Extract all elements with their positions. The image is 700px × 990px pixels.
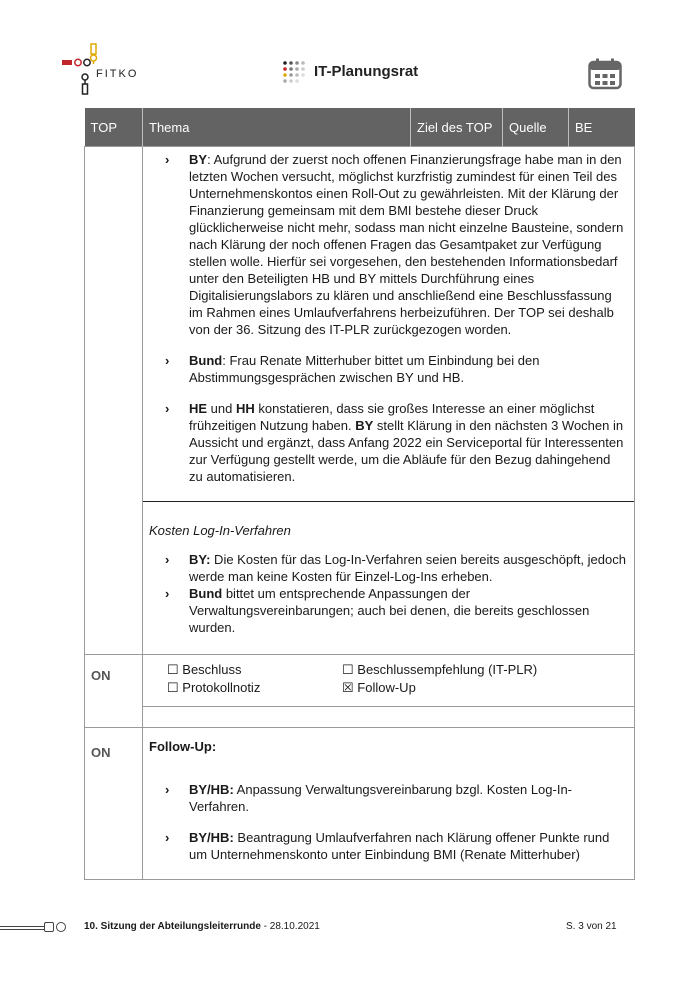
speaker-label: BY: [189, 152, 208, 167]
top-cell: ON: [85, 655, 143, 728]
footer-meeting: 10. Sitzung der Abteilungsleiterrunde: [84, 921, 261, 932]
fitko-logo-text: FITKO: [96, 68, 139, 80]
chevron-right-icon: ›: [165, 152, 170, 167]
page-number: S. 3 von 21: [566, 921, 617, 932]
column-header: Quelle: [503, 108, 569, 147]
chevron-right-icon: ›: [165, 353, 170, 368]
footer-decoration: [0, 929, 44, 930]
checkbox-label: Follow-Up: [357, 680, 416, 695]
speaker-label: BY/HB:: [189, 782, 234, 797]
checkbox-icon: ☐: [167, 680, 179, 695]
table-row: [85, 728, 635, 880]
checkbox-protokollnotiz[interactable]: [167, 679, 342, 696]
top-cell: ON: [85, 728, 143, 880]
list-item: [143, 585, 634, 636]
chevron-right-icon: ›: [165, 586, 170, 601]
list-item-text: konstatieren, dass sie großes Interesse an einer möglichst frühzeitigen Nutzung haben.: [189, 401, 595, 433]
table-row: [85, 147, 635, 655]
checkbox-label: Beschluss: [182, 662, 242, 677]
checkbox-label: Beschlussempfehlung (IT-PLR): [357, 662, 538, 677]
speaker-label: Bund: [189, 586, 223, 601]
column-header: BE: [569, 108, 635, 147]
footer-date: - 28.10.2021: [260, 921, 320, 932]
list-item-text: stellt Klärung in den nächsten 3 Wochen in Aussicht und ergänzt, dass Anfang 2022 ein Serviceportal für Interessenten zur Verfügung gestellt werde, um die Abläufe für den Bezug dahingehend zu automatisieren.: [189, 418, 624, 484]
chevron-right-icon: ›: [165, 782, 170, 797]
section-heading: Kosten Log-In-Verfahren: [149, 523, 291, 538]
checkbox-label: Protokollnotiz: [182, 680, 261, 695]
speaker-label: HH: [235, 401, 255, 416]
footer-decoration: [0, 926, 44, 927]
list-item-text: Anpassung Verwaltungsvereinbarung bzgl. Kosten Log-In-Verfahren.: [189, 782, 573, 814]
checkbox-follow-up[interactable]: [342, 679, 542, 696]
checkbox-group: [143, 655, 634, 702]
list-item: [143, 352, 634, 386]
follow-up-cell: [143, 728, 635, 880]
content-cell: [143, 147, 635, 655]
checkbox-icon: ☐: [342, 662, 354, 677]
list-item-text: Die Kosten für das Log-In-Verfahren seien bereits ausgeschöpft, jedoch werde man keine Kosten für Einzel-Log-Ins erheben.: [189, 552, 626, 584]
list-item-text: bittet um entsprechende Anpassungen der Verwaltungsvereinbarungen; auch bei denen, die bereits geschlossen wurden.: [189, 586, 590, 635]
list-item-text: : Aufgrund der zuerst noch offenen Finanzierungsfrage habe man in den letzten Wochen versucht, möglichst kurzfristig zumindest für einen Teil des Unternehmenskontos einen Roll-Out zu gewährleisten. Mit der Klärung der Finanzierung gemeinsam mit dem BMI bestehe dieser Druck glücklicherweise nicht mehr, sodass man nicht einzelne Bausteine, sondern nach Klärung der noch offenen Fragen das Gesamtpaket zur Verfügung stellen wolle. Hierfür sei vorgesehen, den bestehenden Informationsbedarf unter den Beteiligten HB und BY mittels Durchführung eines Digitalisierungslabors zu klären und anschließend eine Beschlussfassung im Rahmen eines Umlaufverfahrens herbeizuführen. Der TOP sei deshalb von der 36. Sitzung des IT-PLR zurückgezogen worden.: [189, 152, 624, 337]
chevron-right-icon: ›: [165, 552, 170, 567]
column-header: Thema: [143, 108, 411, 147]
speaker-label: Bund: [189, 353, 223, 368]
calendar-icon: [588, 58, 622, 90]
chevron-right-icon: ›: [165, 830, 170, 845]
table-row: [85, 655, 635, 728]
list-item: [143, 151, 634, 338]
list-item: [143, 551, 634, 585]
list-item: [143, 400, 634, 485]
agenda-table: [84, 108, 635, 880]
checkbox-icon: ☒: [342, 680, 354, 695]
list-item: [143, 829, 634, 863]
checkbox-cell: [143, 655, 635, 728]
list-item: [143, 781, 634, 815]
itplr-title: IT-Planungsrat: [314, 63, 419, 80]
speaker-label: BY: [355, 418, 374, 433]
chevron-right-icon: ›: [165, 401, 170, 416]
footer-title: [84, 921, 320, 932]
page-header: [0, 0, 700, 105]
checkbox-beschlussempfehlung[interactable]: [342, 661, 542, 678]
checkbox-beschluss[interactable]: [167, 661, 342, 678]
checkbox-icon: ☐: [167, 662, 179, 677]
list-item-text: Beantragung Umlaufverfahren nach Klärung offener Punkte rund um Unternehmenskonto unter Einbindung BMI (Renate Mitterhuber): [189, 830, 610, 862]
speaker-label: BY:: [189, 552, 211, 567]
list-item-text: : Frau Renate Mitterhuber bittet um Einbindung bei den Abstimmungsgesprächen zwischen BY und HB.: [189, 353, 540, 385]
table-header-row: [85, 108, 635, 147]
footer-square-icon: [44, 922, 54, 932]
page-footer: [0, 918, 700, 938]
list-item-text: und: [207, 401, 236, 416]
speaker-label: BY/HB:: [189, 830, 234, 845]
itplr-logo: [282, 58, 442, 86]
column-header: TOP: [85, 108, 143, 147]
speaker-label: HE: [189, 401, 208, 416]
footer-circle-icon: [56, 922, 66, 932]
top-cell: [85, 147, 143, 655]
follow-up-title: Follow-Up:: [149, 739, 217, 754]
itplr-dots-icon: [282, 60, 306, 84]
column-header: Ziel des TOP: [411, 108, 503, 147]
